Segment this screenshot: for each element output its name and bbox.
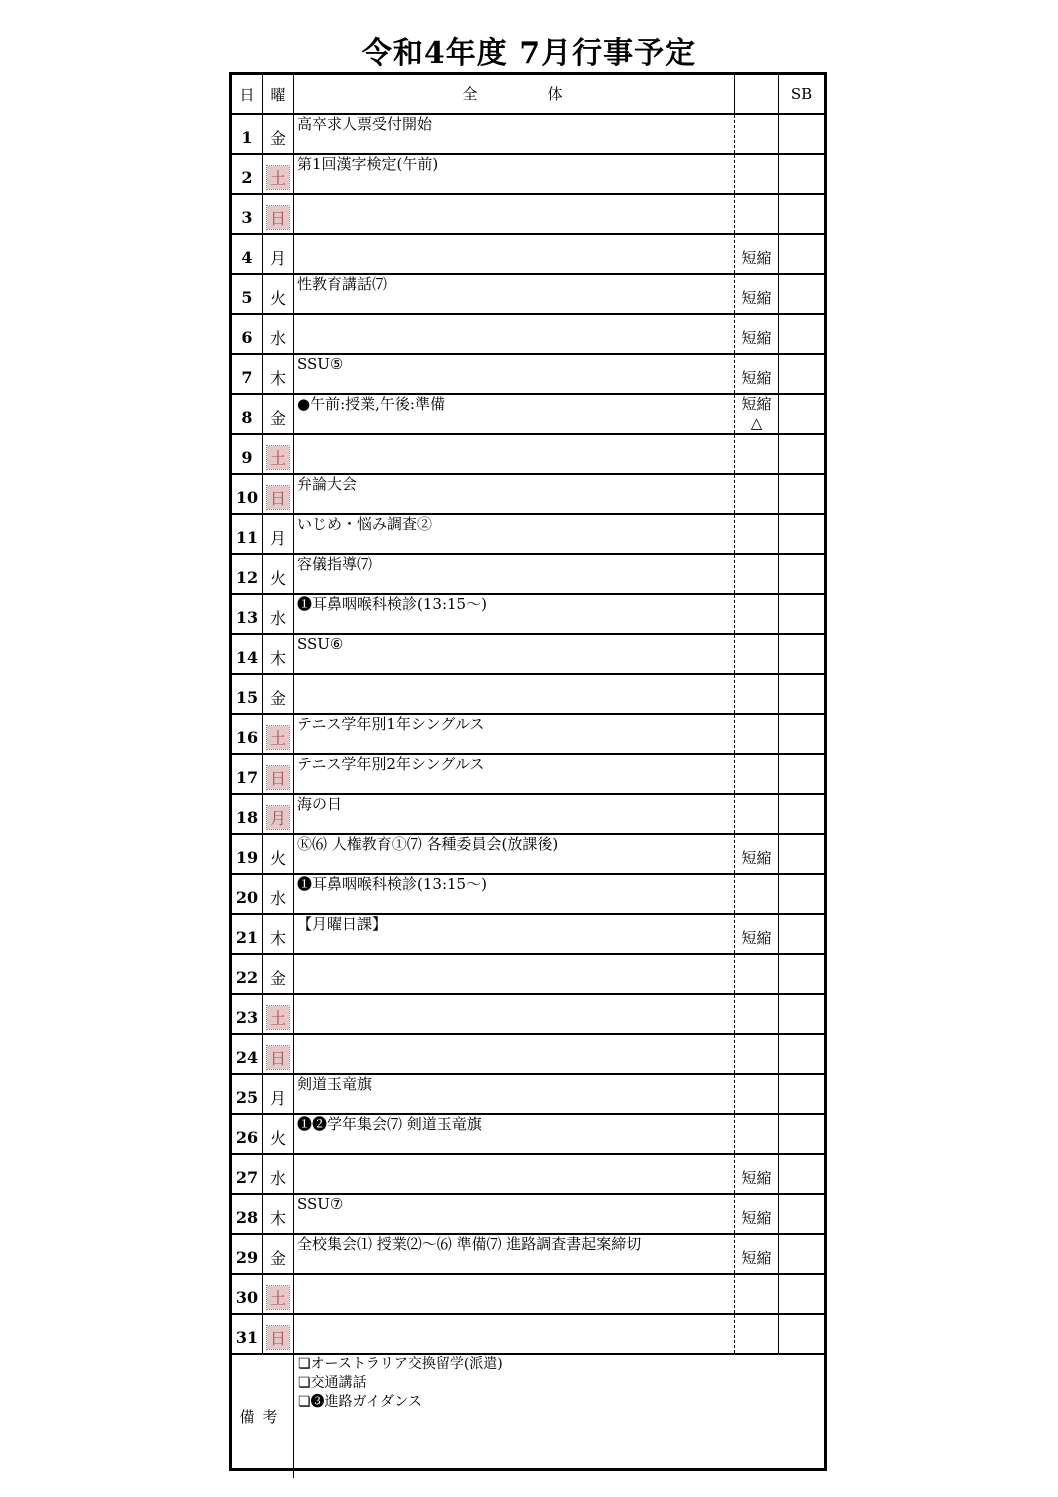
event-text: いじめ・悩み調査②: [294, 515, 735, 553]
weekday-label: 水: [269, 888, 286, 908]
weekday-cell: [263, 915, 294, 953]
sb-cell: [779, 315, 824, 353]
weekday-cell: [263, 1235, 294, 1273]
sb-cell: [779, 875, 824, 913]
short-schedule-cell: [735, 395, 779, 433]
short-schedule-label: 短縮: [741, 369, 772, 387]
short-schedule-cell: [735, 115, 779, 153]
sb-cell: [779, 995, 824, 1033]
sb-cell: [779, 155, 824, 193]
short-schedule-label: 短縮: [741, 289, 772, 307]
event-text: 第1回漢字検定(午前): [294, 155, 735, 193]
short-schedule-label: 短縮: [741, 395, 772, 413]
weekday-label: 火: [269, 848, 286, 868]
weekday-cell: [263, 235, 294, 273]
weekday-label: 水: [269, 328, 286, 348]
day-number: 20: [232, 875, 263, 913]
short-schedule-cell: [735, 1155, 779, 1193]
event-text: ❶❷学年集会⑺ 剣道玉竜旗: [294, 1115, 735, 1153]
event-text: [294, 435, 735, 473]
event-text: [294, 1035, 735, 1073]
short-schedule-label: 短縮: [741, 1249, 772, 1267]
sb-cell: [779, 755, 824, 793]
weekday-cell: [263, 115, 294, 153]
weekday-cell: [263, 1195, 294, 1233]
weekday-cell: [263, 995, 294, 1033]
short-schedule-cell: [735, 635, 779, 673]
short-schedule-cell: [735, 1115, 779, 1153]
weekday-label: 金: [269, 688, 286, 708]
event-text: [294, 315, 735, 353]
short-schedule-cell: [735, 355, 779, 393]
sb-cell: [779, 1115, 824, 1153]
table-row: [232, 195, 824, 235]
short-schedule-cell: [735, 835, 779, 873]
table-row: [232, 435, 824, 475]
event-text: [294, 995, 735, 1033]
table-row: [232, 915, 824, 955]
weekday-cell: [263, 1075, 294, 1113]
table-row: [232, 635, 824, 675]
event-text: 高卒求人票受付開始: [294, 115, 735, 153]
weekday-cell: [263, 355, 294, 393]
weekday-label: 水: [269, 608, 286, 628]
day-number: 10: [232, 475, 263, 513]
sb-cell: [779, 435, 824, 473]
event-text: Ⓚ⑹ 人権教育①⑺ 各種委員会(放課後): [294, 835, 735, 873]
weekday-label: 日: [267, 486, 289, 509]
day-number: 1: [232, 115, 263, 153]
short-schedule-cell: [735, 675, 779, 713]
header-short-column: [735, 75, 779, 113]
day-number: 31: [232, 1315, 263, 1353]
sb-cell: [779, 595, 824, 633]
table-row: [232, 155, 824, 195]
sb-cell: [779, 235, 824, 273]
table-row: [232, 395, 824, 435]
event-text: [294, 675, 735, 713]
table-row: [232, 1115, 824, 1155]
weekday-cell: [263, 435, 294, 473]
weekday-label: 木: [269, 648, 286, 668]
weekday-cell: [263, 195, 294, 233]
short-schedule-cell: [735, 1235, 779, 1273]
day-number: 8: [232, 395, 263, 433]
triangle-mark: △: [750, 414, 763, 432]
day-number: 30: [232, 1275, 263, 1313]
table-row: [232, 515, 824, 555]
short-schedule-label: 短縮: [741, 929, 772, 947]
weekday-label: 金: [269, 128, 286, 148]
short-schedule-cell: [735, 195, 779, 233]
weekday-label: 日: [267, 1046, 289, 1069]
table-row: [232, 675, 824, 715]
short-schedule-cell: [735, 875, 779, 913]
day-number: 6: [232, 315, 263, 353]
table-row: [232, 555, 824, 595]
short-schedule-cell: [735, 1195, 779, 1233]
short-schedule-cell: [735, 955, 779, 993]
day-number: 15: [232, 675, 263, 713]
day-number: 27: [232, 1155, 263, 1193]
day-number: 19: [232, 835, 263, 873]
short-schedule-cell: [735, 435, 779, 473]
sb-cell: [779, 835, 824, 873]
event-text: ❶耳鼻咽喉科検診(13:15～): [294, 595, 735, 633]
short-schedule-cell: [735, 1035, 779, 1073]
weekday-cell: [263, 635, 294, 673]
table-row: [232, 835, 824, 875]
weekday-label: 金: [269, 1248, 286, 1268]
event-text: [294, 1155, 735, 1193]
sb-cell: [779, 355, 824, 393]
day-number: 26: [232, 1115, 263, 1153]
short-schedule-label: 短縮: [741, 849, 772, 867]
short-schedule-cell: [735, 235, 779, 273]
weekday-label: 日: [267, 206, 289, 229]
sb-cell: [779, 1315, 824, 1353]
short-schedule-cell: [735, 795, 779, 833]
table-row: [232, 235, 824, 275]
weekday-label: 火: [269, 1128, 286, 1148]
sb-cell: [779, 1195, 824, 1233]
remarks-item: ❏交通講話: [298, 1375, 367, 1391]
weekday-cell: [263, 1035, 294, 1073]
weekday-cell: [263, 155, 294, 193]
event-text: 容儀指導⑺: [294, 555, 735, 593]
table-row: [232, 115, 824, 155]
table-row: [232, 995, 824, 1035]
short-schedule-cell: [735, 515, 779, 553]
day-number: 22: [232, 955, 263, 993]
weekday-label: 土: [267, 1286, 289, 1309]
day-number: 13: [232, 595, 263, 633]
event-text: SSU⑥: [294, 635, 735, 673]
sb-cell: [779, 1155, 824, 1193]
header-weekday: 曜: [263, 75, 294, 113]
sb-cell: [779, 275, 824, 313]
weekday-label: 土: [267, 726, 289, 749]
event-text: 【月曜日課】: [294, 915, 735, 953]
table-row: [232, 475, 824, 515]
event-text: 弁論大会: [294, 475, 735, 513]
day-number: 21: [232, 915, 263, 953]
short-schedule-cell: [735, 155, 779, 193]
table-row: [232, 595, 824, 635]
event-text: ❶耳鼻咽喉科検診(13:15～): [294, 875, 735, 913]
weekday-cell: [263, 555, 294, 593]
short-schedule-cell: [735, 715, 779, 753]
sb-cell: [779, 1075, 824, 1113]
day-number: 17: [232, 755, 263, 793]
day-number: 28: [232, 1195, 263, 1233]
header-main: 全体: [294, 75, 735, 113]
sb-cell: [779, 1275, 824, 1313]
weekday-cell: [263, 275, 294, 313]
event-text: SSU⑤: [294, 355, 735, 393]
day-number: 12: [232, 555, 263, 593]
weekday-label: 木: [269, 1208, 286, 1228]
table-row: [232, 1155, 824, 1195]
short-schedule-cell: [735, 1075, 779, 1113]
short-schedule-cell: [735, 315, 779, 353]
remarks-row: [232, 1355, 824, 1478]
table-row: [232, 1275, 824, 1315]
day-number: 3: [232, 195, 263, 233]
event-text: [294, 1315, 735, 1353]
event-text: 全校集会⑴ 授業⑵～⑹ 準備⑺ 進路調査書起案締切: [294, 1235, 735, 1273]
schedule-table: [229, 72, 827, 1471]
weekday-cell: [263, 395, 294, 433]
event-text: 剣道玉竜旗: [294, 1075, 735, 1113]
event-text: 海の日: [294, 795, 735, 833]
table-row: [232, 755, 824, 795]
sb-cell: [779, 1035, 824, 1073]
day-number: 14: [232, 635, 263, 673]
short-schedule-cell: [735, 915, 779, 953]
sb-cell: [779, 675, 824, 713]
sb-cell: [779, 555, 824, 593]
event-text: [294, 195, 735, 233]
day-number: 25: [232, 1075, 263, 1113]
day-number: 9: [232, 435, 263, 473]
weekday-cell: [263, 315, 294, 353]
short-schedule-label: 短縮: [741, 1209, 772, 1227]
day-number: 18: [232, 795, 263, 833]
remarks-item: ❏❸進路ガイダンス: [298, 1394, 422, 1410]
weekday-cell: [263, 955, 294, 993]
weekday-cell: [263, 1115, 294, 1153]
weekday-cell: [263, 1315, 294, 1353]
sb-cell: [779, 475, 824, 513]
short-schedule-label: 短縮: [741, 1169, 772, 1187]
weekday-cell: [263, 675, 294, 713]
weekday-label: 火: [269, 568, 286, 588]
short-schedule-cell: [735, 1275, 779, 1313]
short-schedule-label: 短縮: [741, 329, 772, 347]
table-row: [232, 275, 824, 315]
short-schedule-cell: [735, 1315, 779, 1353]
short-schedule-cell: [735, 475, 779, 513]
weekday-label: 水: [269, 1168, 286, 1188]
table-row: [232, 715, 824, 755]
short-schedule-cell: [735, 555, 779, 593]
weekday-cell: [263, 875, 294, 913]
table-header: [232, 75, 824, 115]
table-row: [232, 1195, 824, 1235]
table-row: [232, 1315, 824, 1355]
weekday-label: 日: [267, 1326, 289, 1349]
weekday-label: 土: [267, 1006, 289, 1029]
weekday-cell: [263, 1155, 294, 1193]
table-row: [232, 1235, 824, 1275]
weekday-cell: [263, 515, 294, 553]
event-text: [294, 955, 735, 993]
short-schedule-cell: [735, 595, 779, 633]
weekday-label: 火: [269, 288, 286, 308]
event-text: ●午前:授業,午後:準備: [294, 395, 735, 433]
day-number: 7: [232, 355, 263, 393]
weekday-label: 土: [267, 446, 289, 469]
weekday-label: 金: [269, 408, 286, 428]
table-row: [232, 795, 824, 835]
weekday-label: 金: [269, 968, 286, 988]
weekday-label: 日: [267, 766, 289, 789]
day-number: 2: [232, 155, 263, 193]
weekday-cell: [263, 755, 294, 793]
day-number: 29: [232, 1235, 263, 1273]
event-text: [294, 1275, 735, 1313]
day-number: 23: [232, 995, 263, 1033]
sb-cell: [779, 115, 824, 153]
weekday-cell: [263, 835, 294, 873]
weekday-label: 木: [269, 928, 286, 948]
event-text: テニス学年別1年シングルス: [294, 715, 735, 753]
event-text: SSU⑦: [294, 1195, 735, 1233]
day-number: 24: [232, 1035, 263, 1073]
sb-cell: [779, 395, 824, 433]
short-schedule-label: 短縮: [741, 249, 772, 267]
header-day: 日: [232, 75, 263, 113]
weekday-label: 土: [267, 166, 289, 189]
sb-cell: [779, 795, 824, 833]
table-row: [232, 875, 824, 915]
table-row: [232, 355, 824, 395]
weekday-cell: [263, 715, 294, 753]
table-row: [232, 315, 824, 355]
short-schedule-cell: [735, 755, 779, 793]
table-row: [232, 1035, 824, 1075]
sb-cell: [779, 515, 824, 553]
weekday-label: 月: [269, 1088, 286, 1108]
short-schedule-cell: [735, 275, 779, 313]
remarks-label: 備考: [232, 1355, 294, 1478]
short-schedule-cell: [735, 995, 779, 1033]
sb-cell: [779, 1235, 824, 1273]
weekday-cell: [263, 795, 294, 833]
weekday-label: 木: [269, 368, 286, 388]
sb-cell: [779, 915, 824, 953]
weekday-label: 月: [267, 806, 289, 829]
sb-cell: [779, 635, 824, 673]
weekday-label: 月: [269, 528, 286, 548]
table-row: [232, 955, 824, 995]
day-number: 4: [232, 235, 263, 273]
sb-cell: [779, 955, 824, 993]
weekday-cell: [263, 595, 294, 633]
page-title: 令和4年度 7月行事予定: [361, 36, 697, 71]
event-text: テニス学年別2年シングルス: [294, 755, 735, 793]
remarks-body: [294, 1355, 824, 1478]
day-number: 5: [232, 275, 263, 313]
weekday-cell: [263, 475, 294, 513]
header-sb: SB: [790, 85, 813, 103]
weekday-label: 月: [269, 248, 286, 268]
event-text: 性教育講話⑺: [294, 275, 735, 313]
event-text: [294, 235, 735, 273]
table-row: [232, 1075, 824, 1115]
sb-cell: [779, 715, 824, 753]
day-number: 16: [232, 715, 263, 753]
remarks-item: ❏オーストラリア交換留学(派遣): [298, 1356, 503, 1372]
sb-cell: [779, 195, 824, 233]
weekday-cell: [263, 1275, 294, 1313]
day-number: 11: [232, 515, 263, 553]
